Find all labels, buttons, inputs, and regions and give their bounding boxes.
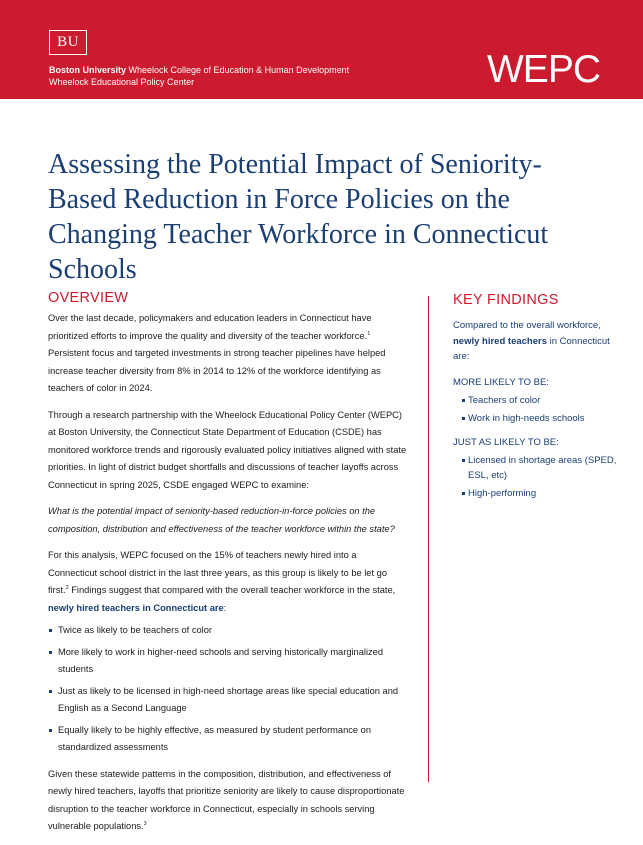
header-banner: [0, 0, 643, 99]
column-divider: [428, 296, 429, 782]
bullet-square-icon: [462, 492, 465, 495]
bullet-text: Just as likely to be licensed in high-need shortage areas like special education and English as a Second Language: [58, 685, 399, 713]
bullet-text: Equally likely to be highly effective, as measured by student performance on standardized assessments: [58, 724, 371, 752]
just-as-likely-list: [453, 453, 623, 501]
list-item: [48, 644, 408, 679]
list-item: [48, 622, 408, 640]
footnote-2: 2: [65, 584, 69, 591]
list-item: [453, 453, 623, 483]
more-likely-list: [453, 393, 623, 426]
finding-text: High-performing: [468, 487, 537, 499]
footnote-3: 3: [143, 820, 147, 827]
institution-bold: Boston University: [49, 65, 127, 75]
finding-text: Work in high-needs schools: [468, 412, 585, 424]
p3-colon: :: [223, 602, 227, 613]
more-likely-heading: MORE LIKELY TO BE:: [453, 376, 549, 388]
wepc-logo: WEPC: [487, 48, 600, 91]
overview-paragraph-1: [48, 310, 408, 398]
p3-bold: newly hired teachers in Connecticut are: [48, 602, 224, 613]
intro-text-end: in Connecticut are:: [453, 335, 610, 362]
list-item: [453, 486, 623, 501]
bullet-square-icon: [49, 729, 52, 732]
list-item: [48, 722, 408, 757]
finding-text: Licensed in shortage areas (SPED, ESL, etc): [468, 454, 617, 481]
page-title: Assessing the Potential Impact of Seniority-Based Reduction in Force Policies on the Changing Teacher Workforce in Connecticut Schools: [48, 149, 549, 285]
bullet-square-icon: [462, 459, 465, 462]
overview-paragraph-4: [48, 766, 408, 836]
bullet-square-icon: [49, 651, 52, 654]
key-findings-intro: [453, 318, 623, 365]
list-item: [453, 411, 623, 426]
intro-bold: newly hired teachers: [453, 335, 547, 347]
p3b-text: Findings suggest that compared with the overall teacher workforce in the state,: [68, 585, 396, 595]
bu-logo: [49, 30, 87, 55]
key-findings-sidebar: [453, 292, 623, 510]
research-question: What is the potential impact of seniority-based reduction-in-force policies on the composition, distribution and effectiveness of the teacher workforce within the state?: [48, 506, 395, 534]
overview-paragraph-2: Through a research partnership with the Wheelock Educational Policy Center (WEPC) at Boston University, the Connecticut State Department of Education (CSDE) has monitored workforce trends and rigorously evaluated policy initiatives aligned with state priorities. In light of district budget shortfalls and discussions of teacher layoffs across Connecticut in spring 2025, CSDE engaged WEPC to examine:: [48, 409, 407, 490]
just-as-likely-heading: JUST AS LIKELY TO BE:: [453, 436, 559, 448]
institution-name: [49, 65, 349, 75]
p1b-text: Persistent focus and targeted investments in strong teacher pipelines have helped increase teacher diversity from 8% in 2014 to 12% of the workforce identifying as teachers of color in 2024.: [48, 348, 386, 393]
bullet-text: More likely to work in higher-need schools and serving historically marginalized students: [58, 646, 384, 674]
p1-text: Over the last decade, policymakers and education leaders in Connecticut have prioritized efforts to improve the quality and diversity of the teacher workforce.: [48, 313, 372, 341]
p4-text: Given these statewide patterns in the composition, distribution, and effectiveness of newly hired teachers, layoffs that prioritize seniority are likely to cause disproportionate disruption to the teacher workforce in Connecticut, especially in schools serving vulnerable populations.: [48, 768, 405, 831]
key-findings-heading: KEY FINDINGS: [453, 292, 559, 308]
list-item: [453, 393, 623, 408]
findings-bullets: [48, 622, 408, 757]
overview-heading: OVERVIEW: [48, 290, 129, 306]
center-name: Wheelock Educational Policy Center: [49, 77, 195, 87]
bullet-square-icon: [49, 629, 52, 632]
footnote-1: 1: [367, 330, 371, 337]
overview-section: [48, 290, 408, 845]
bullet-square-icon: [462, 399, 465, 402]
bullet-text: Twice as likely to be teachers of color: [58, 625, 212, 635]
p3-text: For this analysis, WEPC focused on the 15% of teachers newly hired into a Connecticut school district in the last three years, as this group is likely to be let go first.: [48, 550, 387, 595]
overview-paragraph-3: [48, 547, 408, 617]
list-item: [48, 683, 408, 718]
finding-text: Teachers of color: [468, 394, 541, 406]
bullet-square-icon: [462, 417, 465, 420]
bullet-square-icon: [49, 690, 52, 693]
institution-rest: Wheelock College of Education & Human Development: [126, 65, 350, 75]
bu-logo-text: BU: [57, 34, 79, 50]
intro-text: Compared to the overall workforce,: [453, 320, 601, 331]
